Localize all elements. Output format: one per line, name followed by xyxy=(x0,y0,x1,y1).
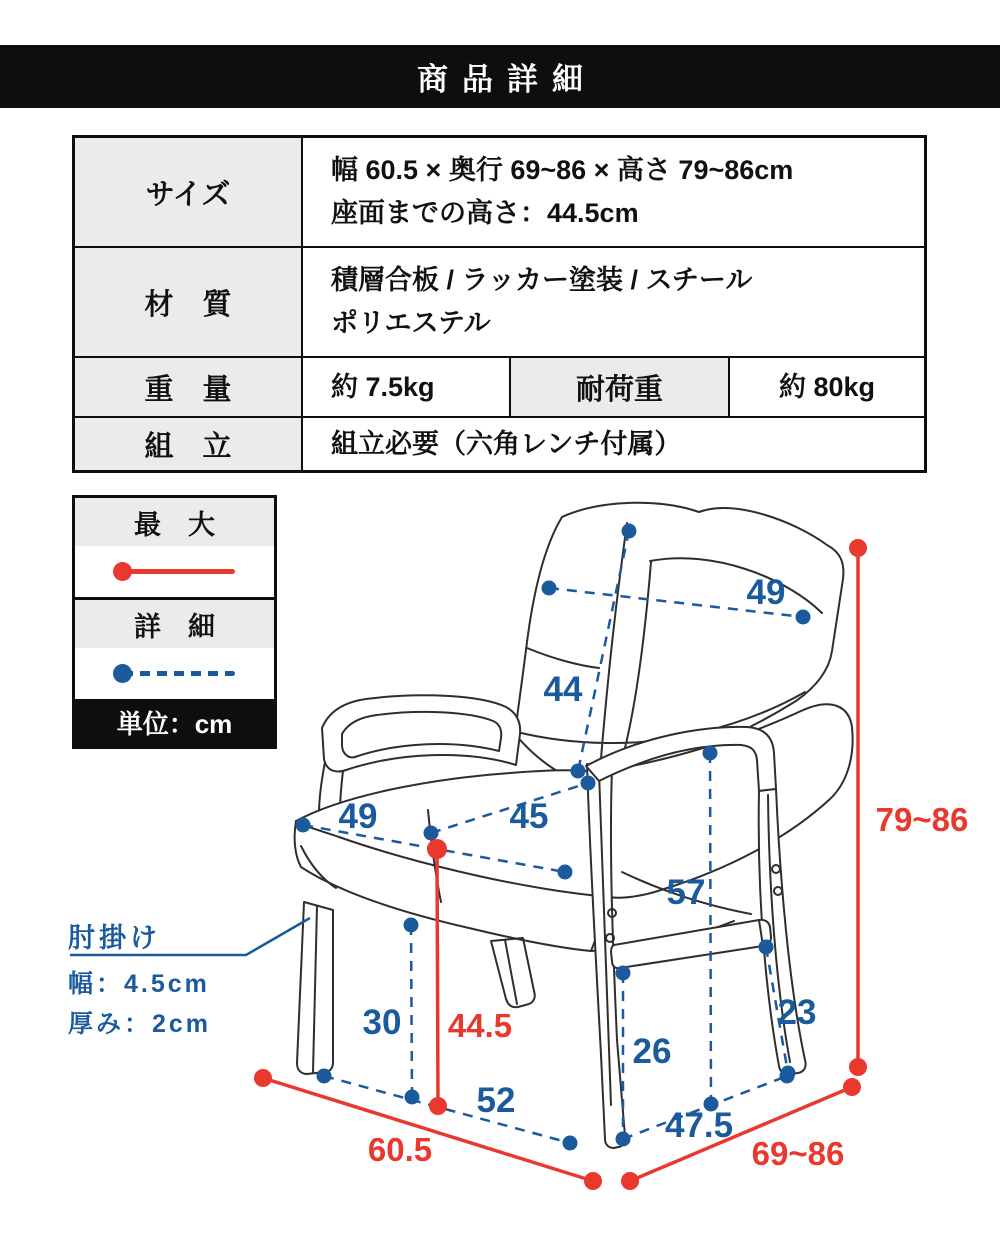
size-label: サイズ xyxy=(75,138,303,246)
dim-backrest-width: 49 xyxy=(746,573,786,612)
dim-floor-width: 52 xyxy=(476,1081,516,1120)
weight-value: 約 7.5kg xyxy=(303,358,511,416)
legend-max-label: 最 大 xyxy=(75,498,274,546)
armrest-callout-width: 幅：4.5cm xyxy=(68,970,210,998)
material-value-line1: 積層合板 / ラッカー塗装 / スチール xyxy=(331,265,753,296)
legend-unit: 単位：cm xyxy=(75,699,274,746)
load-value: 約 80kg xyxy=(778,371,876,402)
material-label: 材 質 xyxy=(75,248,303,356)
weight-label: 重 量 xyxy=(75,358,303,416)
armrest-callout-title: 肘掛け xyxy=(68,923,161,953)
page-title: 商品詳細 xyxy=(417,62,597,97)
dim-seat-depth: 45 xyxy=(509,797,549,836)
dim-floor-depth: 47.5 xyxy=(664,1106,734,1145)
dim-backrest-height: 44 xyxy=(543,670,583,709)
dim-seat-width: 49 xyxy=(338,797,378,836)
dim-total-height: 79~86 xyxy=(875,801,969,838)
dim-overall-depth: 69~86 xyxy=(751,1135,845,1172)
chair-left-armrest xyxy=(322,695,520,771)
dim-underseat-height: 30 xyxy=(362,1003,402,1042)
dim-seat-height: 44.5 xyxy=(447,1007,513,1044)
material-value-line2: ポリエステル xyxy=(331,308,491,338)
chair-side-stretcher xyxy=(611,920,771,968)
armrest-callout-line xyxy=(70,918,310,955)
size-value-line1: 幅 60.5 × 奥行 69~86 × 高さ 79~86cm xyxy=(331,155,794,186)
dim-front-rail-height: 26 xyxy=(632,1032,672,1071)
chair-rear-left-leg xyxy=(491,938,535,1007)
legend-detail-label: 詳 細 xyxy=(75,597,274,648)
dim-rear-rail-height: 23 xyxy=(777,993,817,1032)
load-label: 耐荷重 xyxy=(511,358,730,416)
dim-armrest-height: 57 xyxy=(666,873,706,912)
dim-overall-width: 60.5 xyxy=(367,1131,433,1168)
armrest-callout-thickness: 厚み：2cm xyxy=(68,1010,212,1038)
size-value-line2: 座面までの高さ：44.5cm xyxy=(331,198,639,228)
assembly-label: 組 立 xyxy=(75,418,303,470)
assembly-value: 組立必要（六角レンチ付属） xyxy=(331,428,682,459)
